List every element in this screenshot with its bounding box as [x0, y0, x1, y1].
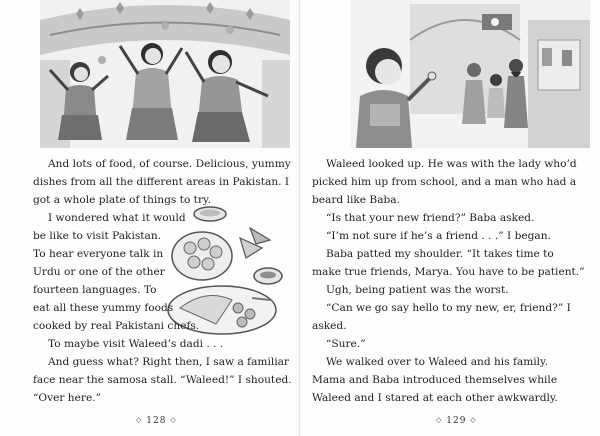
page-number-text: 129 — [446, 416, 467, 426]
dancers-illustration — [40, 0, 290, 148]
ornament-right: ◇ — [470, 416, 477, 424]
text-line: “Over here.” — [33, 392, 101, 404]
page-number — [436, 416, 477, 426]
text-line: asked. — [312, 320, 347, 332]
text-line: face near the samosa stall. “Waleed!” I shouted. — [33, 374, 292, 386]
text-line: dishes from all the different areas in Pakistan. I — [33, 176, 290, 188]
text-line: beard like Baba. — [312, 194, 400, 206]
text-line: Ugh, being patient was the worst. — [326, 284, 509, 296]
text-line: got a whole plate of things to try. — [33, 194, 211, 206]
text-line: Waleed looked up. He was with the lady who’d — [326, 158, 577, 170]
ornament-left: ◇ — [436, 416, 443, 424]
text-line: And lots of food, of course. Delicious, yummy — [48, 158, 291, 170]
text-line: Baba patted my shoulder. “It takes time to — [326, 248, 554, 260]
text-line: eat all these yummy foods — [33, 302, 174, 314]
text-line: picked him up from school, and a man who had a — [312, 176, 577, 188]
text-line: Urdu or one of the other — [33, 266, 165, 278]
text-line: To maybe visit Waleed’s dadi . . . — [48, 338, 224, 350]
text-line: “Can we go say hello to my new, er, friend?” I — [326, 302, 571, 314]
text-line: To hear everyone talk in — [33, 248, 164, 260]
ornament-right: ◇ — [170, 416, 177, 424]
market-street-illustration — [350, 0, 590, 148]
page-number — [136, 416, 177, 426]
text-line: “I’m not sure if he’s a friend . . .” I began. — [326, 230, 551, 242]
right-page — [300, 0, 600, 436]
text-line: And guess what? Right then, I saw a familiar — [48, 356, 289, 368]
text-line: make true friends, Marya. You have to be patient.” — [312, 266, 585, 278]
text-line: We walked over to Waleed and his family. — [326, 356, 549, 368]
text-line: cooked by real Pakistani chefs. — [33, 320, 200, 332]
text-line: Mama and Baba introduced themselves while — [312, 374, 558, 386]
ornament-left: ◇ — [136, 416, 143, 424]
text-line: “Sure.” — [326, 338, 366, 350]
text-line: “Is that your new friend?” Baba asked. — [326, 212, 535, 224]
text-line: fourteen languages. To — [33, 284, 157, 296]
text-line: Waleed and I stared at each other awkwardly. — [312, 392, 558, 404]
text-line: be like to visit Pakistan. — [33, 230, 162, 242]
page-number-text: 128 — [146, 416, 167, 426]
text-line: I wondered what it would — [48, 212, 186, 224]
